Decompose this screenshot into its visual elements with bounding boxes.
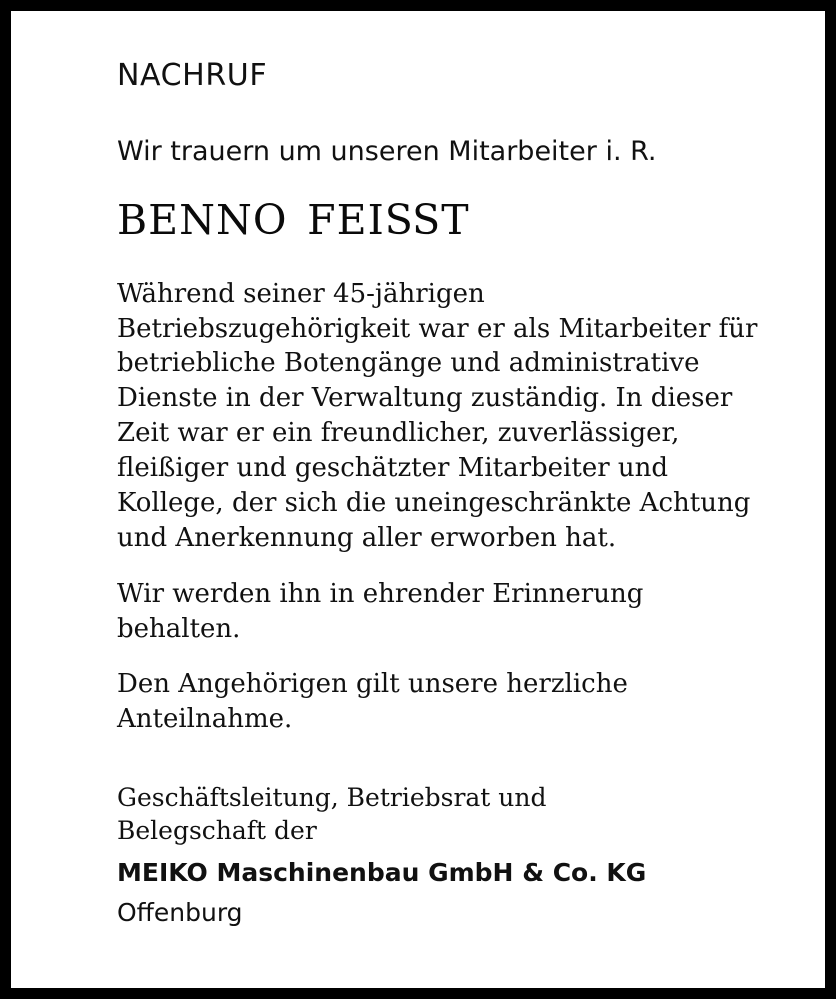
mourning-intro-line: Wir trauern um unseren Mitarbeiter i. R. <box>117 135 657 167</box>
obituary-content <box>11 11 825 988</box>
company-city: Offenburg <box>117 898 243 928</box>
deceased-name: benno feißt <box>117 178 470 248</box>
signature-line-2: Belegschaft der <box>117 815 317 845</box>
signature-line-1: Geschäftsleitung, Betriebsrat und <box>117 782 547 812</box>
tribute-paragraph-3: Den Angehörigen gilt unsere herzliche Anteilnahme. <box>117 669 628 734</box>
company-name: MEIKO Maschinenbau GmbH & Co. KG <box>117 857 647 887</box>
signature-block <box>117 781 769 847</box>
page-title: NACHRUF <box>117 58 268 93</box>
tribute-paragraph-2: Wir werden ihn in ehrender Erinnerung behalten. <box>117 579 644 645</box>
tribute-paragraph-1: Während seiner 45-jährigen Betriebszugehörigkeit war er als Mitarbeiter für betriebliche Botengänge und administrative Dienste in der Verwaltung zuständig. In dieser Zeit war er ein freundlicher, zuverlässiger, fleißiger und geschätzter Mitarbeiter und Kollege, der sich die uneingeschränkte Achtung und Anerkennung aller erworben hat. <box>117 278 758 553</box>
